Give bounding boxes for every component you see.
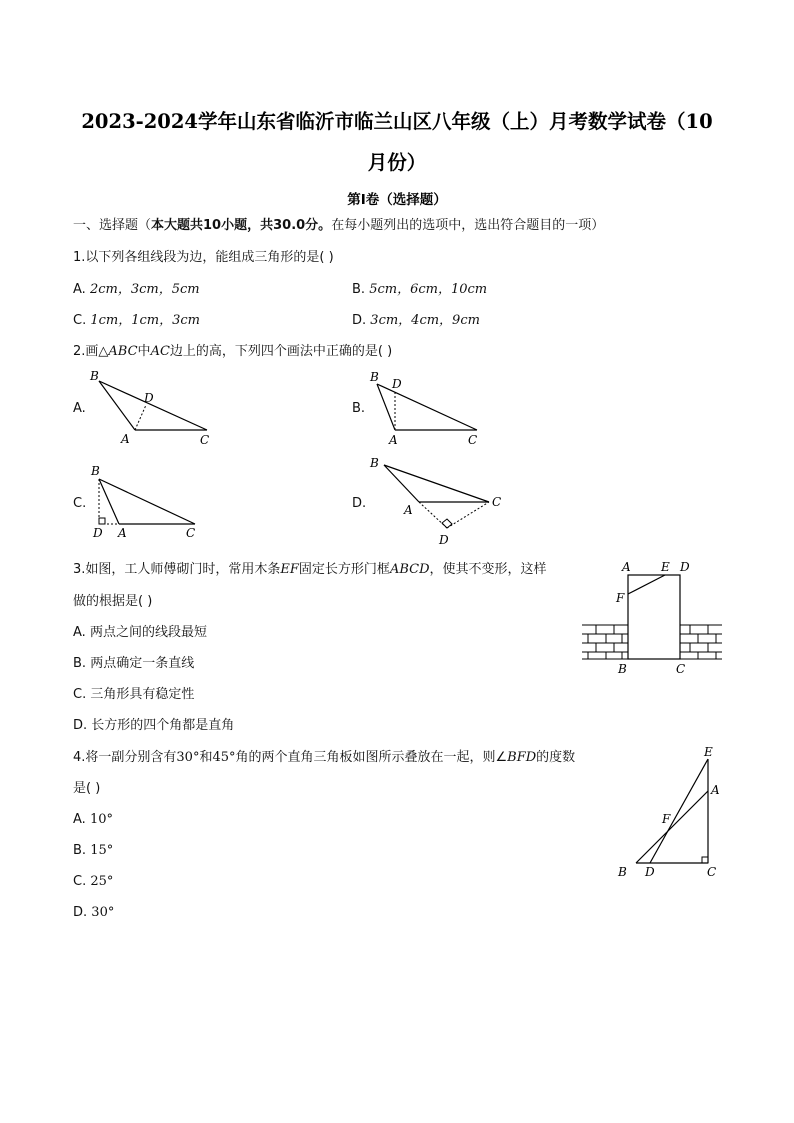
q4-right-angle-mark: [702, 857, 708, 863]
q4-label-f: F: [662, 812, 671, 826]
q1-option-a-text: 2cm，3cm，5cm: [89, 282, 200, 297]
q2a-label-c: C: [200, 433, 210, 447]
q4-stem-part7: 的度数: [536, 750, 576, 765]
q3-label-f: F: [616, 591, 625, 605]
q3-stem-line1: [73, 562, 547, 578]
q3-stem-part1: 3.如图，工人师傅砌门时，常用木条: [73, 562, 281, 577]
q2-figure-b: [364, 366, 494, 450]
q3-option-c-label: C.: [73, 687, 87, 702]
q2c-right-angle-mark: [99, 518, 105, 524]
q2c-label-a: A: [118, 526, 127, 540]
q4-option-c[interactable]: [73, 874, 113, 890]
q2c-label-b: B: [91, 464, 100, 478]
q4-label-a: A: [711, 783, 720, 797]
q3-door-frame: [628, 575, 680, 659]
q4-option-d-label: D.: [73, 905, 88, 920]
q2-stem-part5: 边上的高，下列四个画法中正确的是( ): [169, 344, 393, 359]
q2-option-d-label[interactable]: D.: [352, 496, 367, 511]
q3-label-e: E: [661, 560, 670, 574]
q4-option-b[interactable]: [73, 843, 113, 859]
q3-stem-ef: EF: [280, 562, 299, 577]
q4-stem-part1: 4.将一副分别含有: [73, 750, 177, 765]
q1-option-d-label: D.: [352, 313, 367, 328]
q3-option-d-label: D.: [73, 718, 88, 733]
q3-option-d[interactable]: [73, 718, 234, 734]
q2a-side-ba: [99, 381, 135, 430]
q4-stem-bfd: BFD: [507, 750, 537, 765]
q4-stem-part5: 角的两个直角三角板如图所示叠放在一起，则∠: [235, 750, 508, 765]
q2a-label-b: B: [90, 369, 99, 383]
q2b-label-d: D: [392, 377, 402, 391]
q2d-label-d: D: [439, 533, 449, 547]
q4-stem-45deg: 45°: [212, 750, 236, 765]
q3-label-d: D: [680, 560, 690, 574]
q2a-label-a: A: [121, 432, 130, 446]
q2c-label-c: C: [186, 526, 196, 540]
paper-title-line1: 2023-2024学年山东省临沂市临兰山区八年级（上）月考数学试卷（10: [81, 110, 713, 133]
q2d-side-bc: [384, 465, 489, 502]
q3-option-b-text: 两点确定一条直线: [90, 656, 195, 671]
q3-left-brick-wall: [582, 625, 628, 659]
q2d-label-b: B: [370, 456, 379, 470]
q3-stem-part3: 固定长方形门框: [298, 562, 390, 577]
q1-option-c[interactable]: [73, 313, 200, 329]
q2-stem-part3: 中: [137, 344, 151, 359]
q4-line-ba: [636, 791, 708, 863]
q2-stem-abc: ABC: [108, 344, 138, 359]
q4-set-squares-figure: [612, 742, 732, 882]
q2-option-b-label[interactable]: B.: [352, 401, 366, 416]
q4-stem-line1: [73, 750, 575, 766]
q2-stem-part1: 2.画△: [73, 344, 109, 359]
q2-stem: [73, 344, 392, 360]
q2-figure-a: [85, 366, 220, 450]
q4-option-c-text: 25°: [90, 874, 114, 889]
q2d-label-a: A: [404, 503, 413, 517]
q4-option-a[interactable]: [73, 812, 113, 828]
q1-option-b-text: 5cm，6cm，10cm: [369, 282, 488, 297]
q1-option-a-label: A.: [73, 282, 86, 297]
q2d-height-line-2: [447, 502, 489, 528]
q3-option-a-text: 两点之间的线段最短: [89, 625, 207, 640]
q3-option-d-text: 长方形的四个角都是直角: [91, 718, 235, 733]
q3-stem-line2: 做的根据是( ): [73, 594, 153, 609]
q1-stem: 1.以下列各组线段为边，能组成三角形的是( ): [73, 250, 334, 265]
q2b-label-a: A: [389, 433, 398, 447]
q1-option-d-text: 3cm，4cm，9cm: [370, 313, 480, 328]
q4-option-c-label: C.: [73, 874, 87, 889]
q2a-height-line: [135, 405, 146, 430]
q4-stem-line2: 是( ): [73, 781, 101, 796]
q1-option-a[interactable]: [73, 282, 200, 298]
q4-label-e: E: [704, 745, 713, 759]
q2-option-c-label[interactable]: C.: [73, 496, 87, 511]
q1-option-c-text: 1cm，1cm，3cm: [90, 313, 200, 328]
q3-door-figure: [578, 557, 726, 681]
q2c-side-ba: [99, 479, 119, 524]
q2c-label-d: D: [93, 526, 103, 540]
q4-option-d[interactable]: [73, 905, 114, 921]
q1-option-b-label: B.: [352, 282, 366, 297]
q4-label-b: B: [618, 865, 627, 879]
section-prefix: 一、选择题（: [73, 218, 152, 233]
q4-option-b-text: 15°: [90, 843, 114, 858]
paper-title-line2: 月份）: [367, 151, 427, 174]
q3-stem-part5: ，使其不变形，这样: [429, 562, 547, 577]
q2-stem-ac: AC: [150, 344, 170, 359]
q2-option-a-label[interactable]: A.: [73, 401, 86, 416]
q2d-right-angle-mark: [442, 519, 452, 528]
q3-right-brick-wall: [680, 625, 722, 659]
q4-option-b-label: B.: [73, 843, 87, 858]
q3-option-b[interactable]: [73, 656, 194, 672]
q4-stem-part3: 和: [199, 750, 213, 765]
q2-figure-c: [85, 460, 205, 544]
q2b-label-c: C: [468, 433, 478, 447]
q2d-label-c: C: [492, 495, 502, 509]
q1-option-b[interactable]: [352, 282, 487, 298]
q2c-side-bc: [99, 479, 195, 524]
q4-line-ed: [650, 759, 708, 863]
q4-stem-30deg: 30°: [176, 750, 200, 765]
q3-option-a-label: A.: [73, 625, 86, 640]
q2b-label-b: B: [370, 370, 379, 384]
q2a-label-d: D: [144, 391, 154, 405]
q3-option-c-text: 三角形具有稳定性: [90, 687, 195, 702]
q4-label-d: D: [645, 865, 655, 879]
q1-option-d[interactable]: [352, 313, 480, 329]
section-bold: 本大题共10小题，共30.0分。: [151, 218, 332, 233]
q4-option-a-label: A.: [73, 812, 86, 827]
q3-label-b: B: [618, 662, 627, 676]
q3-option-c[interactable]: [73, 687, 194, 703]
volume-title: 第I卷（选择题）: [347, 192, 447, 208]
q1-option-c-label: C.: [73, 313, 87, 328]
q4-option-a-text: 10°: [89, 812, 113, 827]
q4-option-d-text: 30°: [91, 905, 115, 920]
q4-label-c: C: [707, 865, 717, 879]
q3-label-c: C: [676, 662, 686, 676]
q2a-side-bc: [99, 381, 207, 430]
q3-stem-abcd: ABCD: [389, 562, 430, 577]
section-header: [73, 218, 604, 234]
q3-option-b-label: B.: [73, 656, 87, 671]
section-suffix: 在每小题列出的选项中，选出符合题目的一项）: [331, 218, 605, 233]
q3-option-a[interactable]: [73, 625, 207, 641]
q2-figure-d: [364, 452, 514, 548]
q3-label-a: A: [622, 560, 631, 574]
